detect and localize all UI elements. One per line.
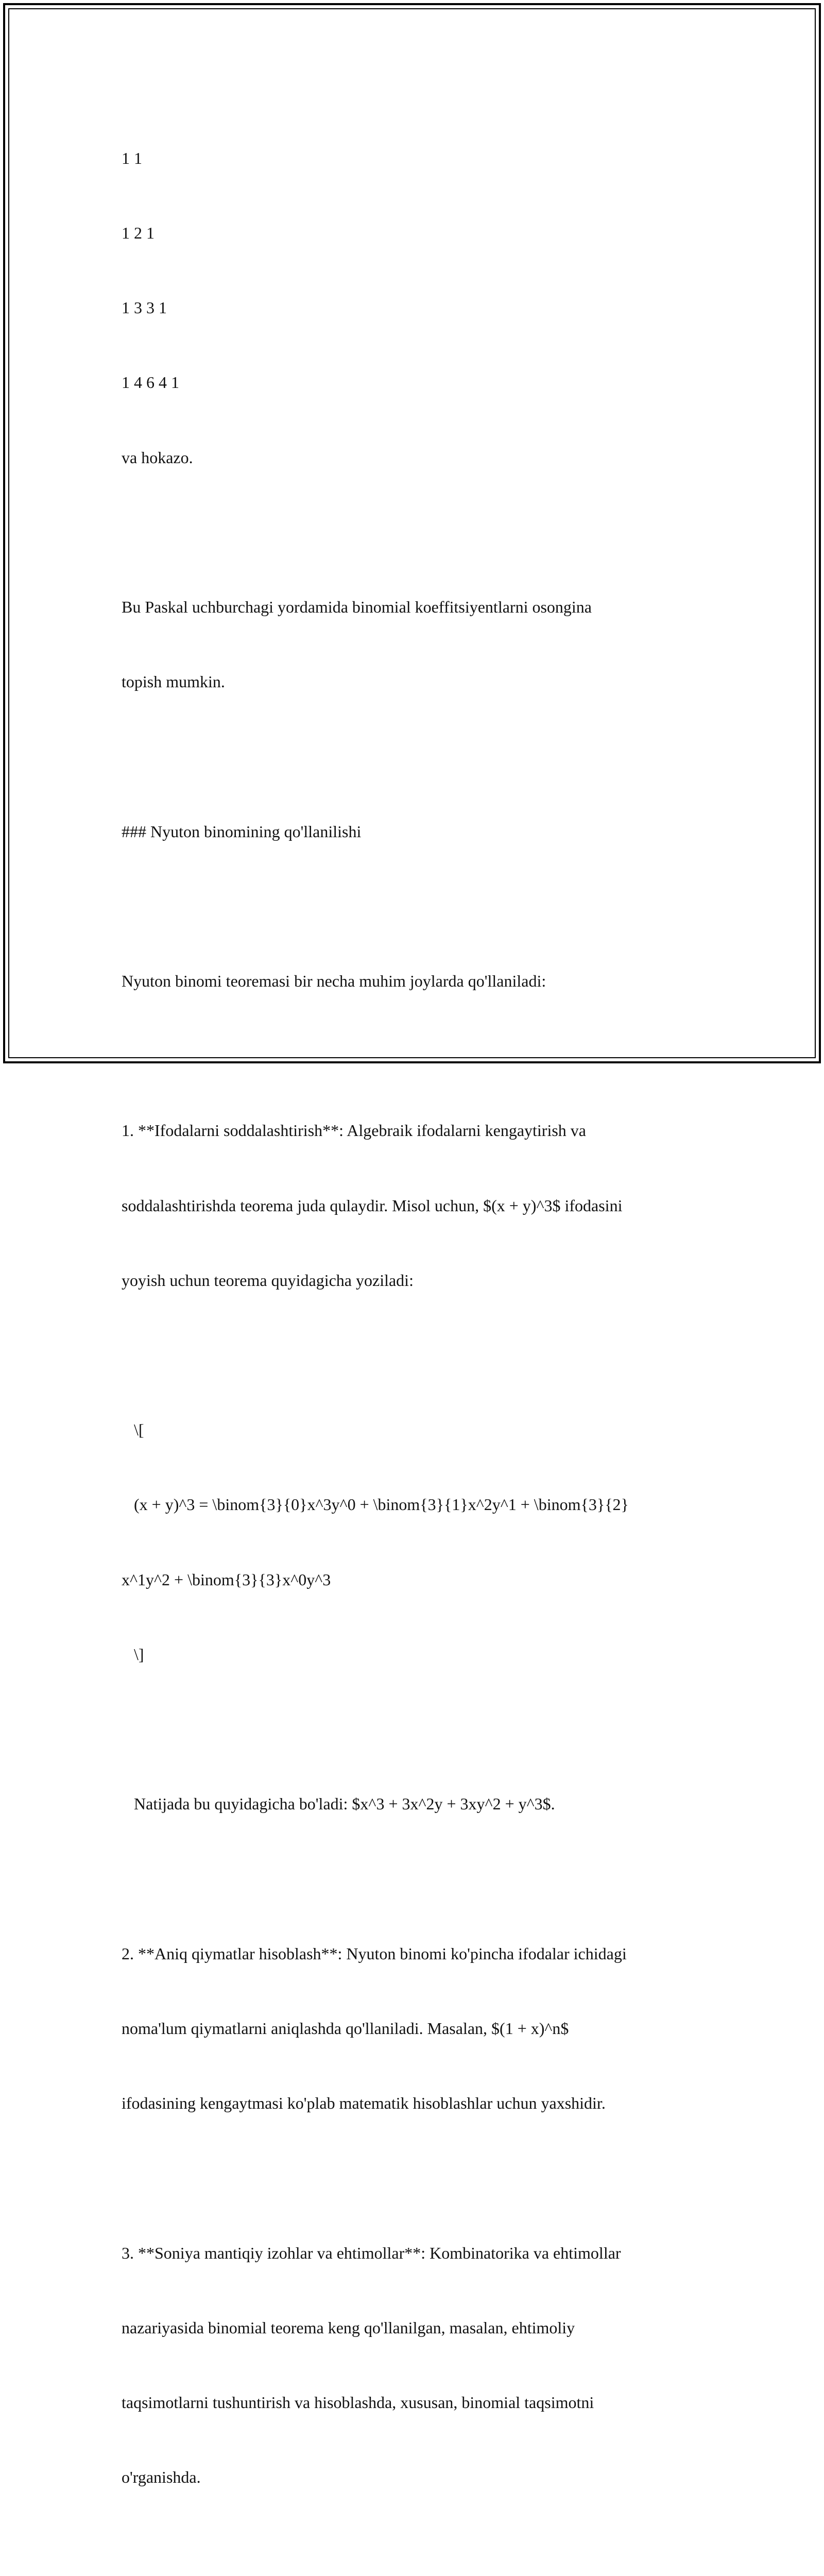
formula-line: \[ [122, 1420, 144, 1439]
text-line: 1 1 [122, 148, 142, 167]
list-item-line: 2. **Aniq qiymatlar hisoblash**: Nyuton binomi ko'pincha ifodalar ichidagi [122, 1944, 627, 1963]
list-item-line: 1. **Ifodalarni soddalashtirish**: Algebraik ifodalarni kengaytirish va [122, 1121, 586, 1140]
text-line: 1 4 6 4 1 [122, 373, 179, 392]
blank-line [122, 894, 709, 919]
list-item-line: 3. **Soniya mantiqiy izohlar va ehtimollar**: Kombinatorika va ehtimollar [122, 2243, 621, 2262]
blank-line [122, 1043, 709, 1068]
result-line: Natijada bu quyidagicha bo'ladi: $x^3 + 3x^2y + 3xy^2 + y^3$. [122, 1794, 555, 1814]
text-line: 1 2 1 [122, 224, 154, 243]
blank-line [122, 520, 709, 545]
text-line: Nyuton binomi teoremasi bir necha muhim joylarda qo'llaniladi: [122, 972, 546, 991]
list-item-line: o'rganishda. [122, 2468, 201, 2487]
list-item-line: yoyish uchun teorema quyidagicha yoziladi: [122, 1270, 414, 1290]
list-item-line: nazariyasida binomial teorema keng qo'llanilgan, masalan, ehtimoliy [122, 2318, 575, 2337]
blank-line [122, 2539, 709, 2564]
blank-line [122, 1717, 709, 1741]
list-item-line: taqsimotlarni tushuntirish va hisoblashda, xususan, binomial taqsimotni [122, 2393, 594, 2412]
blank-line [122, 1866, 709, 1891]
text-line: va hokazo. [122, 448, 193, 467]
section-heading: ### Nyuton binomining qo'llanilishi [122, 822, 362, 841]
blank-line [122, 2165, 709, 2190]
blank-line [122, 1343, 709, 1367]
formula-line: \] [122, 1645, 144, 1664]
formula-line: x^1y^2 + \binom{3}{3}x^0y^3 [122, 1570, 331, 1589]
text-line: 1 3 3 1 [122, 298, 167, 317]
blank-line [122, 744, 709, 769]
text-line: Bu Paskal uchburchagi yordamida binomial koeffitsiyentlarni osongina [122, 598, 592, 617]
list-item-line: ifodasining kengaytmasi ko'plab matematik hisoblashlar uchun yaxshidir. [122, 2094, 606, 2113]
text-line: topish mumkin. [122, 672, 225, 691]
formula-line: (x + y)^3 = \binom{3}{0}x^3y^0 + \binom{3}{1}x^2y^1 + \binom{3}{2} [122, 1495, 629, 1514]
list-item-line: noma'lum qiymatlarni aniqlashda qo'llaniladi. Masalan, $(1 + x)^n$ [122, 2019, 569, 2038]
document-text [122, 96, 709, 2576]
list-item-line: soddalashtirishda teorema juda qulaydir. Misol uchun, $(x + y)^3$ ifodasini [122, 1196, 623, 1215]
